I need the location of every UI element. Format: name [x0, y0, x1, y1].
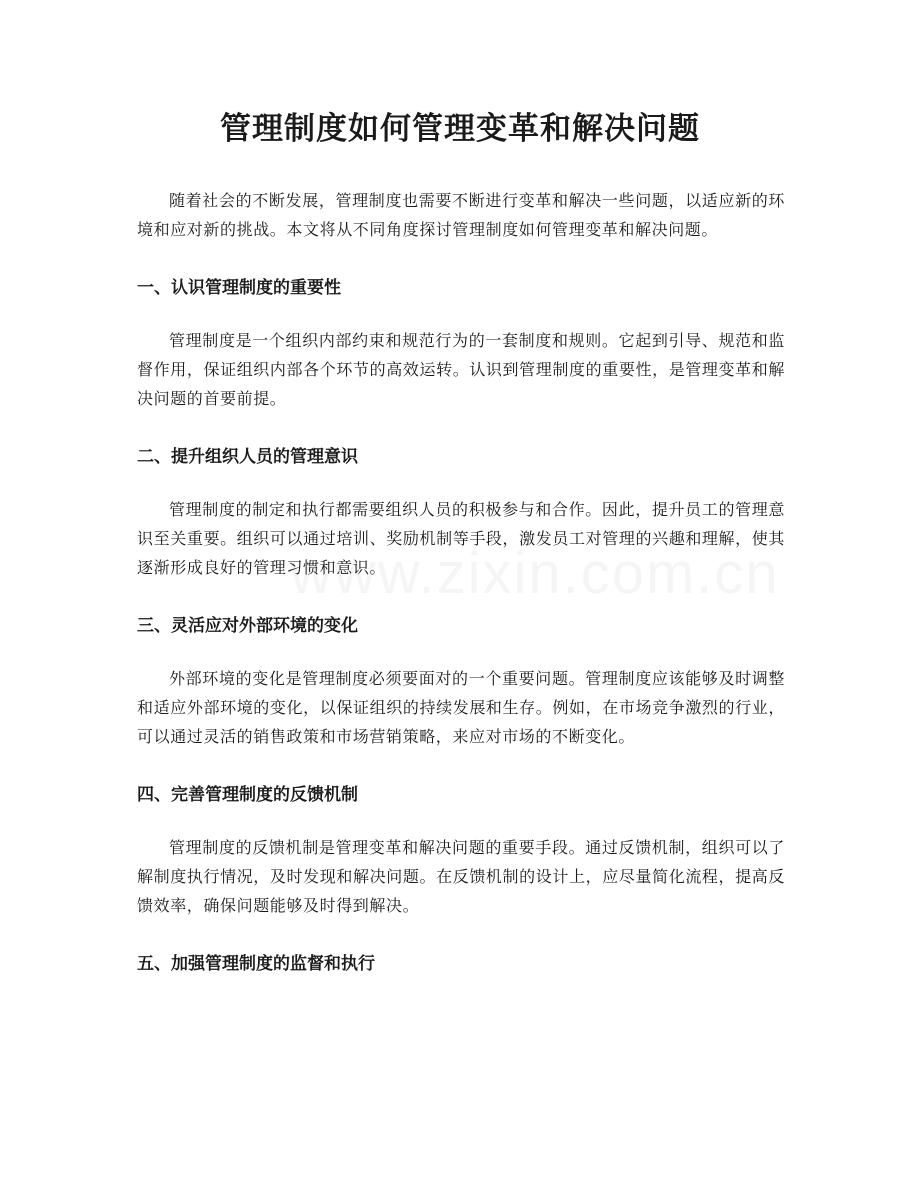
section-heading-4: 四、完善管理制度的反馈机制: [137, 785, 358, 805]
document-title: 管理制度如何管理变革和解决问题: [220, 111, 700, 147]
section-paragraph-1: 管理制度是一个组织内部约束和规范行为的一套制度和规则。它起到引导、规范和监督作用，保证组织内部各个环节的高效运转。认识到管理制度的重要性，是管理变革和解决问题的首要前提。: [137, 331, 785, 408]
section-heading-1: 一、认识管理制度的重要性: [137, 278, 341, 298]
section-paragraph-3: 外部环境的变化是管理制度必须要面对的一个重要问题。管理制度应该能够及时调整和适应外部环境的变化，以保证组织的持续发展和生存。例如，在市场竞争激烈的行业，可以通过灵活的销售政策和市场营销策略，来应对市场的不断变化。: [137, 669, 785, 746]
intro-paragraph: 随着社会的不断发展，管理制度也需要不断进行变革和解决一些问题，以适应新的环境和应对新的挑战。本文将从不同角度探讨管理制度如何管理变革和解决问题。: [137, 191, 785, 239]
document-body: [137, 186, 785, 978]
section-heading-3: 三、灵活应对外部环境的变化: [137, 616, 358, 636]
section-paragraph-2: 管理制度的制定和执行都需要组织人员的积极参与和合作。因此，提升员工的管理意识至关重要。组织可以通过培训、奖励机制等手段，激发员工对管理的兴趣和理解，使其逐渐形成良好的管理习惯和意识。: [137, 500, 785, 577]
section-paragraph-4: 管理制度的反馈机制是管理变革和解决问题的重要手段。通过反馈机制，组织可以了解制度执行情况，及时发现和解决问题。在反馈机制的设计上，应尽量简化流程，提高反馈效率，确保问题能够及时得到解决。: [137, 838, 785, 915]
section-heading-5: 五、加强管理制度的监督和执行: [137, 954, 375, 974]
section-heading-2: 二、提升组织人员的管理意识: [137, 447, 358, 467]
